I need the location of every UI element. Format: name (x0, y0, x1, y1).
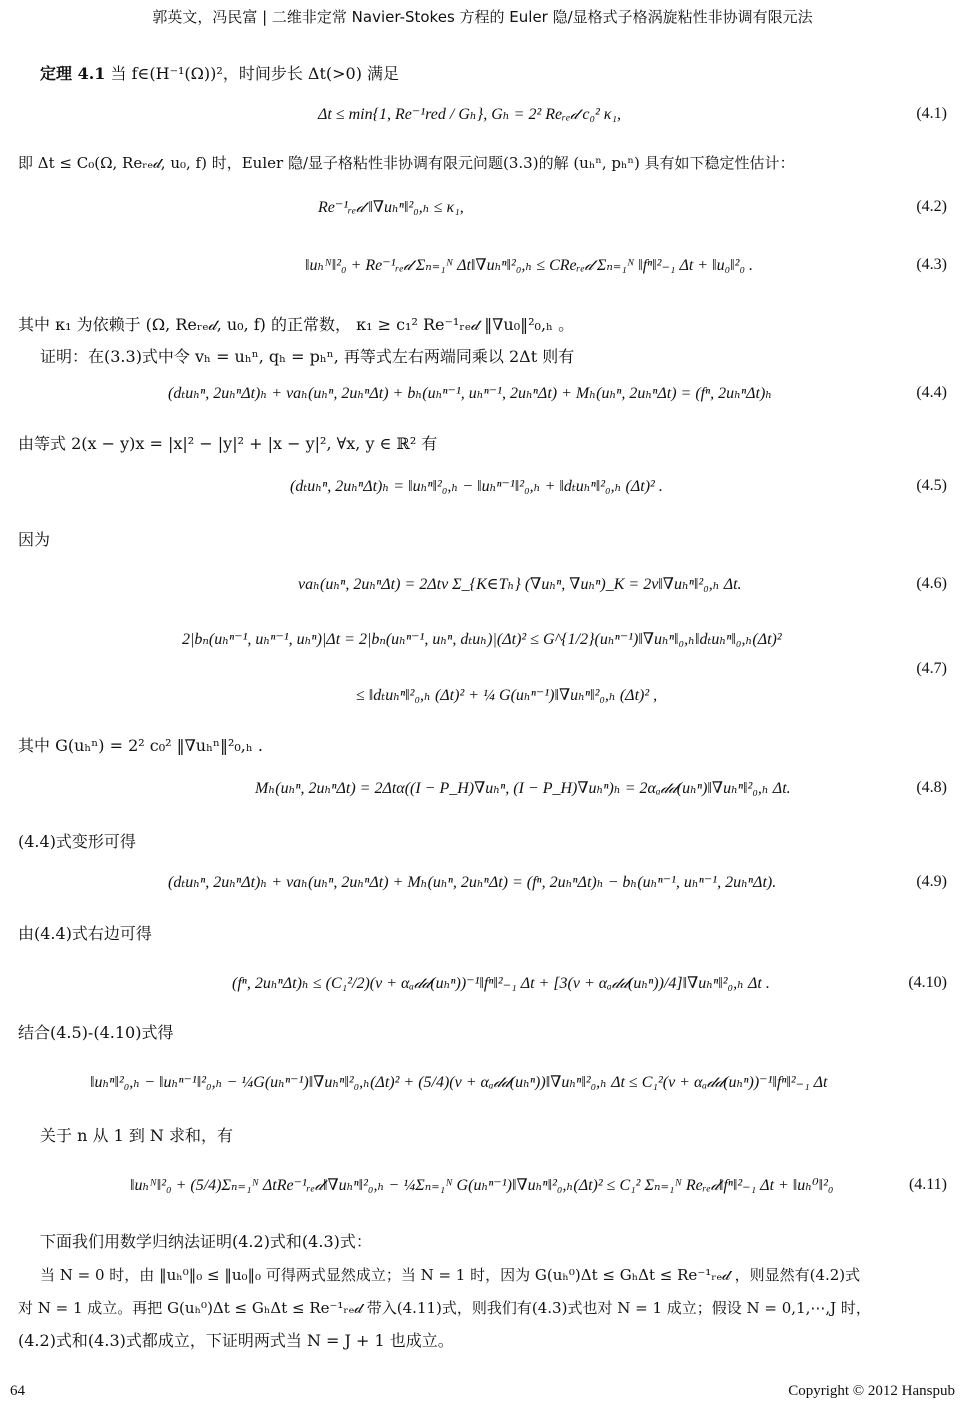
equation-number-4-9: (4.9) (916, 873, 947, 890)
paragraph-identity: 由等式 2(x − y)x = |x|² − |y|² + |x − y|², ∀x, y ∈ ℝ² 有 (18, 434, 438, 453)
theorem-statement (40, 64, 965, 84)
equation-4-1: Δt ≤ min{1, Re⁻¹red / Gₕ}, Gₕ = 2² Reᵣₑ𝒹 c₀² κ₁, (318, 106, 622, 123)
equation-4-5: (dₜuₕⁿ, 2uₕⁿΔt)ₕ = ‖uₕⁿ‖²₀,ₕ − ‖uₕⁿ⁻¹‖²₀,ₕ + ‖dₜuₕⁿ‖²₀,ₕ (Δt)² . (290, 478, 663, 495)
paragraph-because: 因为 (18, 530, 51, 549)
paragraph-combine: 结合(4.5)-(4.10)式得 (18, 1023, 174, 1042)
equation-combined: ‖uₕⁿ‖²₀,ₕ − ‖uₕⁿ⁻¹‖²₀,ₕ − ¼G(uₕⁿ⁻¹)‖∇uₕⁿ‖²₀,ₕ(Δt)² + (5/4)(ν + αₐ𝒹𝒹(uₕⁿ))‖∇uₕⁿ‖²₀,ₕ Δt ≤ C₁²(ν + αₐ𝒹𝒹(uₕⁿ))⁻¹‖fⁿ‖²₋₁ Δt (90, 1074, 828, 1091)
page-number: 64 (10, 1383, 25, 1399)
paragraph-condition: 即 Δt ≤ C₀(Ω, Reᵣₑ𝒹, u₀, f) 时，Euler 隐/显子格粘性非协调有限元问题(3.3)的解 (uₕⁿ, pₕⁿ) 具有如下稳定性估计： (18, 154, 795, 172)
equation-number-4-5: (4.5) (916, 477, 947, 494)
equation-4-7-line-1: 2|bₙ(uₕⁿ⁻¹, uₕⁿ⁻¹, uₕⁿ)|Δt = 2|bₙ(uₕⁿ⁻¹, uₕⁿ, dₜuₕ)|(Δt)² ≤ G^{1/2}(uₕⁿ⁻¹)‖∇uₕⁿ‖₀,ₕ‖dₜuₕⁿ‖₀,ₕ(Δt)² (182, 631, 782, 648)
equation-number-4-4: (4.4) (916, 384, 947, 401)
paragraph-transform: (4.4)式变形可得 (18, 832, 136, 851)
equation-4-9: (dₜuₕⁿ, 2uₕⁿΔt)ₕ + νaₕ(uₕⁿ, 2uₕⁿΔt) + Mₕ(uₕⁿ, 2uₕⁿΔt) = (fⁿ, 2uₕⁿΔt)ₕ − bₕ(uₕⁿ⁻¹, uₕⁿ⁻¹, 2uₕⁿΔt). (168, 874, 777, 891)
equation-4-8: Mₕ(uₕⁿ, 2uₕⁿΔt) = 2Δtα((I − P_H)∇uₕⁿ, (I − P_H)∇uₕⁿ)ₕ = 2αₐ𝒹𝒹(uₕⁿ)‖∇uₕⁿ‖²₀,ₕ Δt. (255, 780, 791, 797)
equation-number-4-3: (4.3) (916, 256, 947, 273)
equation-number-4-10: (4.10) (908, 974, 947, 991)
paragraph-proof: 证明：在(3.3)式中令 vₕ = uₕⁿ, qₕ = pₕⁿ, 再等式左右两端同乘以 2Δt 则有 (40, 347, 575, 366)
equation-4-10: (fⁿ, 2uₕⁿΔt)ₕ ≤ (C₁²/2)(ν + αₐ𝒹𝒹(uₕⁿ))⁻¹‖fⁿ‖²₋₁ Δt + [3(ν + αₐ𝒹𝒹(uₕⁿ))/4]‖∇uₕⁿ‖²₀,ₕ Δt . (232, 975, 770, 992)
paragraph-inductive-step: (4.2)式和(4.3)式都成立，下证明两式当 N = J + 1 也成立。 (18, 1331, 454, 1350)
equation-number-4-6: (4.6) (916, 575, 947, 592)
paragraph-g-def: 其中 G(uₕⁿ) = 2² c₀² ‖∇uₕⁿ‖²₀,ₕ . (18, 736, 263, 755)
equation-4-3: ‖uₕᴺ‖²₀ + Re⁻¹ᵣₑ𝒹 Σₙ₌₁ᴺ Δt‖∇uₕⁿ‖²₀,ₕ ≤ CReᵣₑ𝒹 Σₙ₌₁ᴺ ‖fⁿ‖²₋₁ Δt + ‖u₀‖²₀ . (305, 257, 754, 274)
theorem-text: 当 f∈(H⁻¹(Ω))²，时间步长 Δt(>0) 满足 (110, 64, 400, 83)
paragraph-base-case-2: 对 N = 1 成立。再把 G(uₕ⁰)Δt ≤ GₕΔt ≤ Re⁻¹ᵣₑ𝒹 带入(4.11)式，则我们有(4.3)式也对 N = 1 成立；假设 N = 0,1,⋯,J 时， (18, 1299, 871, 1317)
paragraph-sum: 关于 n 从 1 到 N 求和，有 (40, 1126, 234, 1145)
paragraph-right-side: 由(4.4)式右边可得 (18, 924, 152, 943)
equation-4-11: ‖uₕᴺ‖²₀ + (5/4)Σₙ₌₁ᴺ ΔtRe⁻¹ᵣₑ𝒹‖∇uₕⁿ‖²₀,ₕ − ¼Σₙ₌₁ᴺ G(uₕⁿ⁻¹)‖∇uₕⁿ‖²₀,ₕ(Δt)² ≤ C₁² Σₙ₌₁ᴺ Reᵣₑ𝒹‖fⁿ‖²₋₁ Δt + ‖uₕ⁰‖²₀ (130, 1177, 834, 1194)
equation-number-4-2: (4.2) (916, 198, 947, 215)
equation-number-4-1: (4.1) (916, 105, 947, 122)
paragraph-base-case: 当 N = 0 时，由 ‖uₕ⁰‖₀ ≤ ‖u₀‖₀ 可得两式显然成立；当 N = 1 时，因为 G(uₕ⁰)Δt ≤ GₕΔt ≤ Re⁻¹ᵣₑ𝒹 ，则显然有(4.2)式 (40, 1266, 861, 1284)
theorem-label: 定理 4.1 (40, 64, 106, 83)
equation-number-4-11: (4.11) (908, 1176, 947, 1193)
paragraph-induction: 下面我们用数学归纳法证明(4.2)式和(4.3)式： (40, 1232, 372, 1251)
equation-number-4-7: (4.7) (916, 660, 947, 677)
equation-4-4: (dₜuₕⁿ, 2uₕⁿΔt)ₕ + νaₕ(uₕⁿ, 2uₕⁿΔt) + bₕ(uₕⁿ⁻¹, uₕⁿ⁻¹, 2uₕⁿΔt) + Mₕ(uₕⁿ, 2uₕⁿΔt) = (fⁿ, 2uₕⁿΔt)ₕ (168, 385, 773, 402)
equation-4-7-line-2: ≤ ‖dₜuₕⁿ‖²₀,ₕ (Δt)² + ¼ G(uₕⁿ⁻¹)‖∇uₕⁿ‖²₀,ₕ (Δt)² , (356, 687, 658, 704)
equation-4-6: νaₕ(uₕⁿ, 2uₕⁿΔt) = 2Δtν Σ_{K∈Tₕ} (∇uₕⁿ, ∇uₕⁿ)_K = 2ν‖∇uₕⁿ‖²₀,ₕ Δt. (298, 576, 742, 593)
running-header: 郭英文，冯民富 | 二维非定常 Navier-Stokes 方程的 Euler 隐/显格式子格涡旋粘性非协调有限元法 (152, 8, 813, 26)
copyright: Copyright © 2012 Hanspub (788, 1383, 955, 1399)
equation-4-2: Re⁻¹ᵣₑ𝒹 ‖∇uₕⁿ‖²₀,ₕ ≤ κ₁, (318, 199, 464, 216)
equation-number-4-8: (4.8) (916, 779, 947, 796)
paragraph-kappa: 其中 κ₁ 为依赖于 (Ω, Reᵣₑ𝒹, u₀, f) 的正常数， κ₁ ≥ c₁² Re⁻¹ᵣₑ𝒹 ‖∇u₀‖²₀,ₕ 。 (18, 315, 575, 334)
